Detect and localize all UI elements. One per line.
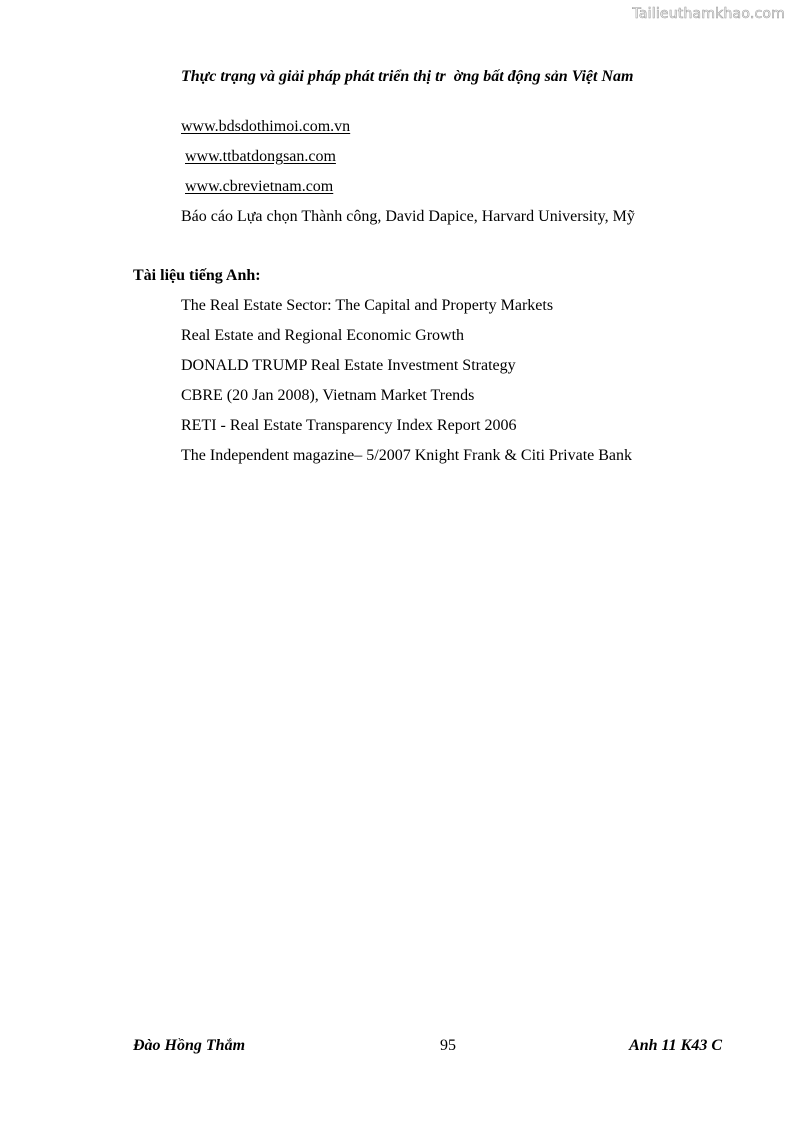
- reference-link-bdsdothimoi[interactable]: www.bdsdothimoi.com.vn: [181, 118, 351, 135]
- document-header-title: Thực trạng và giải pháp phát triển thị tr ờng bất động sản Việt Nam: [181, 68, 634, 85]
- english-reference-item: Real Estate and Regional Economic Growth: [181, 327, 465, 344]
- reference-report-dapice: Báo cáo Lựa chọn Thành công, David Dapice, Harvard University, Mỹ: [181, 208, 635, 225]
- footer-page-number: 95: [440, 1037, 456, 1054]
- reference-link-cbrevietnam[interactable]: www.cbrevietnam.com: [185, 178, 334, 195]
- footer-class-code: Anh 11 K43 C: [629, 1037, 722, 1054]
- english-reference-item: The Independent magazine– 5/2007 Knight Frank & Citi Private Bank: [181, 447, 633, 464]
- footer-author: Đào Hồng Thắm: [133, 1037, 246, 1054]
- english-reference-item: The Real Estate Sector: The Capital and Property Markets: [181, 297, 554, 314]
- english-references-heading: Tài liệu tiếng Anh:: [133, 267, 261, 284]
- english-reference-item: DONALD TRUMP Real Estate Investment Strategy: [181, 357, 516, 374]
- watermark-text: Tailieuthamkhao.com: [632, 6, 785, 22]
- english-reference-item: RETI - Real Estate Transparency Index Report 2006: [181, 417, 517, 434]
- english-reference-item: CBRE (20 Jan 2008), Vietnam Market Trends: [181, 387, 475, 404]
- reference-link-ttbatdongsan[interactable]: www.ttbatdongsan.com: [185, 148, 336, 165]
